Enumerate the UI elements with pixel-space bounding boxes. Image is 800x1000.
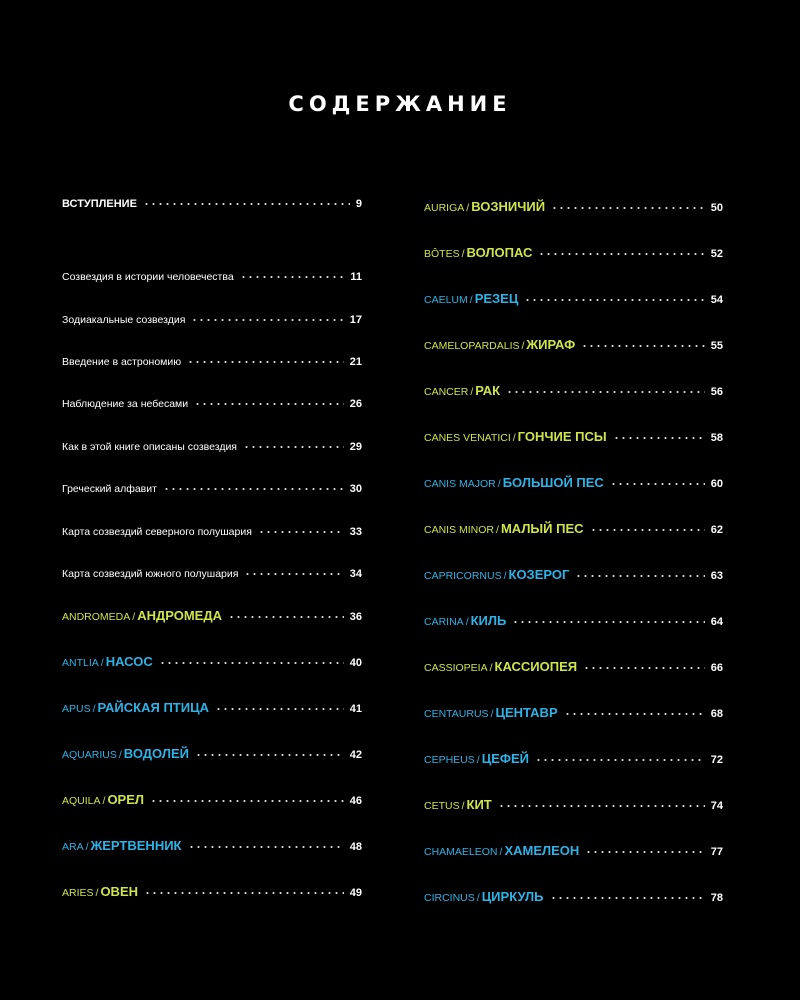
toc-entry[interactable] [424, 426, 723, 446]
dot-leader [524, 295, 704, 305]
page-number: 60 [710, 478, 723, 490]
name-separator: / [496, 524, 499, 536]
latin-name: CIRCINUS [424, 892, 475, 904]
page-number: 58 [710, 432, 723, 444]
dot-leader [150, 796, 344, 806]
name-separator: / [102, 795, 106, 807]
toc-entry[interactable] [62, 192, 362, 212]
toc-entry-title [424, 705, 558, 722]
page-number: 40 [349, 657, 362, 669]
toc-entry[interactable] [424, 656, 723, 676]
russian-name: ВОЗНИЧИЙ [471, 199, 546, 214]
toc-entry-title: Введение в астрономию [62, 356, 182, 368]
dot-leader [240, 272, 345, 282]
page-number: 63 [710, 570, 723, 582]
toc-entry-title [424, 843, 579, 860]
toc-entry-title [62, 654, 153, 671]
toc-entry[interactable] [62, 835, 362, 855]
russian-name: БОЛЬШОЙ ПЕС [502, 475, 604, 490]
russian-name: ОРЕЛ [107, 792, 145, 807]
russian-name: МАЛЫЙ ПЕС [500, 521, 584, 536]
toc-entry-title: Созвездия в истории человечества [62, 271, 234, 283]
dot-leader [610, 479, 705, 489]
toc-entry[interactable] [424, 380, 723, 400]
russian-name: ЖИРАФ [526, 337, 576, 352]
latin-name: ARIES [62, 887, 94, 899]
dot-leader [191, 315, 343, 325]
latin-name: CANES VENATICI [424, 432, 511, 444]
latin-name: CEPHEUS [424, 754, 475, 766]
toc-entry-title [424, 797, 492, 814]
russian-name: ЦЕФЕЙ [481, 751, 529, 766]
page-number: 54 [710, 294, 723, 306]
latin-name: CANCER [424, 386, 469, 398]
page-number: 68 [710, 708, 723, 720]
page-number: 74 [710, 800, 723, 812]
toc-entry[interactable] [424, 472, 723, 492]
toc-entry[interactable] [424, 288, 723, 308]
name-separator: / [503, 570, 507, 582]
russian-name: НАСОС [105, 654, 153, 669]
name-separator: / [465, 616, 469, 628]
russian-name: ВОЛОПАС [466, 245, 533, 260]
russian-name: КОЗЕРОГ [508, 567, 570, 582]
dot-leader [215, 704, 344, 714]
dot-leader [244, 569, 343, 579]
name-separator: / [521, 340, 525, 352]
toc-entry[interactable] [62, 881, 362, 901]
name-separator: / [512, 432, 516, 444]
page-number: 36 [349, 611, 362, 623]
russian-name: КИЛЬ [470, 613, 507, 628]
page-number: 21 [349, 356, 362, 368]
dot-leader [188, 842, 344, 852]
toc-entry[interactable] [62, 743, 362, 763]
name-separator: / [92, 703, 96, 715]
toc-entry-title: Наблюдение за небесами [62, 398, 189, 410]
page-number: 48 [349, 841, 362, 853]
toc-entry-title [62, 746, 189, 763]
dot-leader [535, 755, 705, 765]
page-number: 46 [349, 795, 362, 807]
page-number: 42 [349, 749, 362, 761]
toc-entry-title: Как в этой книге описаны созвездия [62, 441, 237, 453]
toc-entry-title [62, 838, 182, 855]
russian-name: РЕЗЕЦ [474, 291, 519, 306]
toc-entry-title [62, 884, 138, 901]
dot-leader [498, 801, 705, 811]
page-number: 33 [349, 526, 362, 538]
page-number: 11 [350, 271, 362, 283]
toc-entry[interactable] [62, 651, 362, 671]
name-separator: / [95, 887, 99, 899]
toc-entry-title [424, 521, 584, 538]
name-separator: / [466, 202, 470, 214]
russian-name: КИТ [466, 797, 492, 812]
dot-leader [143, 199, 350, 209]
toc-entry-title [424, 245, 532, 262]
toc-entry-title [424, 383, 500, 400]
toc-entry[interactable] [62, 477, 362, 497]
dot-leader [583, 663, 705, 673]
page-number: 77 [710, 846, 723, 858]
russian-name: ОВЕН [100, 884, 138, 899]
latin-name: CAELUM [424, 294, 468, 306]
name-separator: / [476, 754, 480, 766]
toc-entry[interactable] [62, 562, 362, 582]
dot-leader [581, 341, 705, 351]
toc-entry[interactable] [62, 392, 362, 412]
page-number: 55 [710, 340, 723, 352]
russian-name: ЦИРКУЛЬ [481, 889, 544, 904]
latin-name: CETUS [424, 800, 460, 812]
page-number: 49 [349, 887, 362, 899]
dot-leader [163, 484, 344, 494]
name-separator: / [461, 800, 465, 812]
russian-name: ЦЕНТАВР [495, 705, 558, 720]
latin-name: CASSIOPEIA [424, 662, 488, 674]
toc-entry[interactable] [62, 308, 362, 328]
toc-entry[interactable] [424, 794, 723, 814]
toc-entry[interactable] [424, 242, 723, 262]
latin-name: CAPRICORNUS [424, 570, 502, 582]
toc-entry[interactable] [62, 265, 362, 285]
toc-entry-title: Греческий алфавит [62, 483, 157, 495]
page-number: 30 [349, 483, 362, 495]
page-number: 72 [710, 754, 723, 766]
toc-entry[interactable] [424, 702, 723, 722]
dot-leader [590, 525, 705, 535]
toc-entry-title [424, 613, 506, 630]
toc-entry[interactable] [424, 196, 723, 216]
page-number: 34 [349, 568, 362, 580]
latin-name: ARA [62, 841, 84, 853]
toc-entry-title [424, 751, 529, 768]
latin-name: CHAMAELEON [424, 846, 498, 858]
name-separator: / [85, 841, 89, 853]
latin-name: CANIS MINOR [424, 524, 495, 536]
page-number: 26 [349, 398, 362, 410]
toc-entry-title [424, 567, 569, 584]
dot-leader [564, 709, 705, 719]
dot-leader [195, 750, 344, 760]
name-separator: / [461, 248, 465, 260]
toc-entry[interactable] [62, 435, 362, 455]
latin-name: CANIS MAJOR [424, 478, 496, 490]
toc-entry[interactable] [62, 789, 362, 809]
latin-name: AQUILA [62, 795, 101, 807]
toc-entry[interactable] [62, 520, 362, 540]
page-number: 41 [349, 703, 362, 715]
name-separator: / [499, 846, 503, 858]
dot-leader [243, 442, 344, 452]
name-separator: / [132, 611, 136, 623]
dot-leader [551, 203, 705, 213]
toc-entry-title: Карта созвездий северного полушария [62, 526, 252, 538]
page-title: СОДЕРЖАНИЕ [288, 92, 512, 116]
latin-name: APUS [62, 703, 91, 715]
dot-leader [585, 847, 704, 857]
page-number: 66 [710, 662, 723, 674]
latin-name: CENTAURUS [424, 708, 489, 720]
toc-entry[interactable] [62, 697, 362, 717]
toc-entry[interactable] [424, 840, 723, 860]
dot-leader [194, 399, 344, 409]
page-number: 50 [710, 202, 723, 214]
name-separator: / [118, 749, 122, 761]
name-separator: / [469, 294, 473, 306]
dot-leader [613, 433, 705, 443]
toc-entry[interactable] [424, 610, 723, 630]
page-number: 29 [349, 441, 362, 453]
russian-name: РАК [475, 383, 501, 398]
toc-entry[interactable] [62, 350, 362, 370]
page-number: 17 [349, 314, 362, 326]
dot-leader [550, 893, 705, 903]
russian-name: РАЙСКАЯ ПТИЦА [97, 700, 209, 715]
toc-entry-title [424, 889, 544, 906]
latin-name: CARINA [424, 616, 464, 628]
latin-name: CAMELOPARDALIS [424, 340, 520, 352]
page-number: 62 [710, 524, 723, 536]
toc-entry[interactable] [424, 518, 723, 538]
page-number: 64 [710, 616, 723, 628]
toc-entry-title [424, 659, 577, 676]
toc-entry[interactable] [424, 564, 723, 584]
dot-leader [538, 249, 704, 259]
toc-entry-title: Карта созвездий южного полушария [62, 568, 239, 580]
toc-entry-title [424, 475, 604, 492]
toc-entry-title [424, 337, 575, 354]
russian-name: ХАМЕЛЕОН [504, 843, 580, 858]
dot-leader [187, 357, 344, 367]
page-number: 56 [710, 386, 723, 398]
russian-name: ГОНЧИЕ ПСЫ [517, 429, 607, 444]
name-separator: / [497, 478, 501, 490]
latin-name: ANDROMEDA [62, 611, 131, 623]
dot-leader [228, 612, 344, 622]
dot-leader [144, 888, 344, 898]
toc-entry-title [62, 700, 209, 717]
russian-name: ВОДОЛЕЙ [123, 746, 189, 761]
russian-name: ЖЕРТВЕННИК [90, 838, 182, 853]
name-separator: / [490, 708, 494, 720]
page-number: 52 [710, 248, 723, 260]
latin-name: AQUARIUS [62, 749, 117, 761]
dot-leader [258, 527, 344, 537]
russian-name: АНДРОМЕДА [137, 608, 222, 623]
name-separator: / [476, 892, 480, 904]
dot-leader [159, 658, 344, 668]
toc-entry-title: Зодиакальные созвездия [62, 314, 186, 326]
toc-entry[interactable] [424, 748, 723, 768]
page-number: 9 [355, 198, 362, 210]
toc-entry-title [424, 199, 545, 216]
latin-name: ANTLIA [62, 657, 99, 669]
name-separator: / [470, 386, 474, 398]
toc-entry[interactable] [424, 886, 723, 906]
toc-entry-title [424, 429, 607, 446]
toc-entry-title [62, 608, 222, 625]
toc-entry[interactable] [424, 334, 723, 354]
toc-entry-title: ВСТУПЛЕНИЕ [62, 198, 137, 210]
dot-leader [506, 387, 705, 397]
name-separator: / [489, 662, 493, 674]
latin-name: AURIGA [424, 202, 465, 214]
name-separator: / [100, 657, 104, 669]
dot-leader [512, 617, 704, 627]
toc-entry-title [62, 792, 144, 809]
dot-leader [575, 571, 704, 581]
toc-entry-title [424, 291, 518, 308]
russian-name: КАССИОПЕЯ [494, 659, 578, 674]
toc-entry[interactable] [62, 605, 362, 625]
latin-name: BÔTES [424, 248, 460, 260]
page-number: 78 [710, 892, 723, 904]
